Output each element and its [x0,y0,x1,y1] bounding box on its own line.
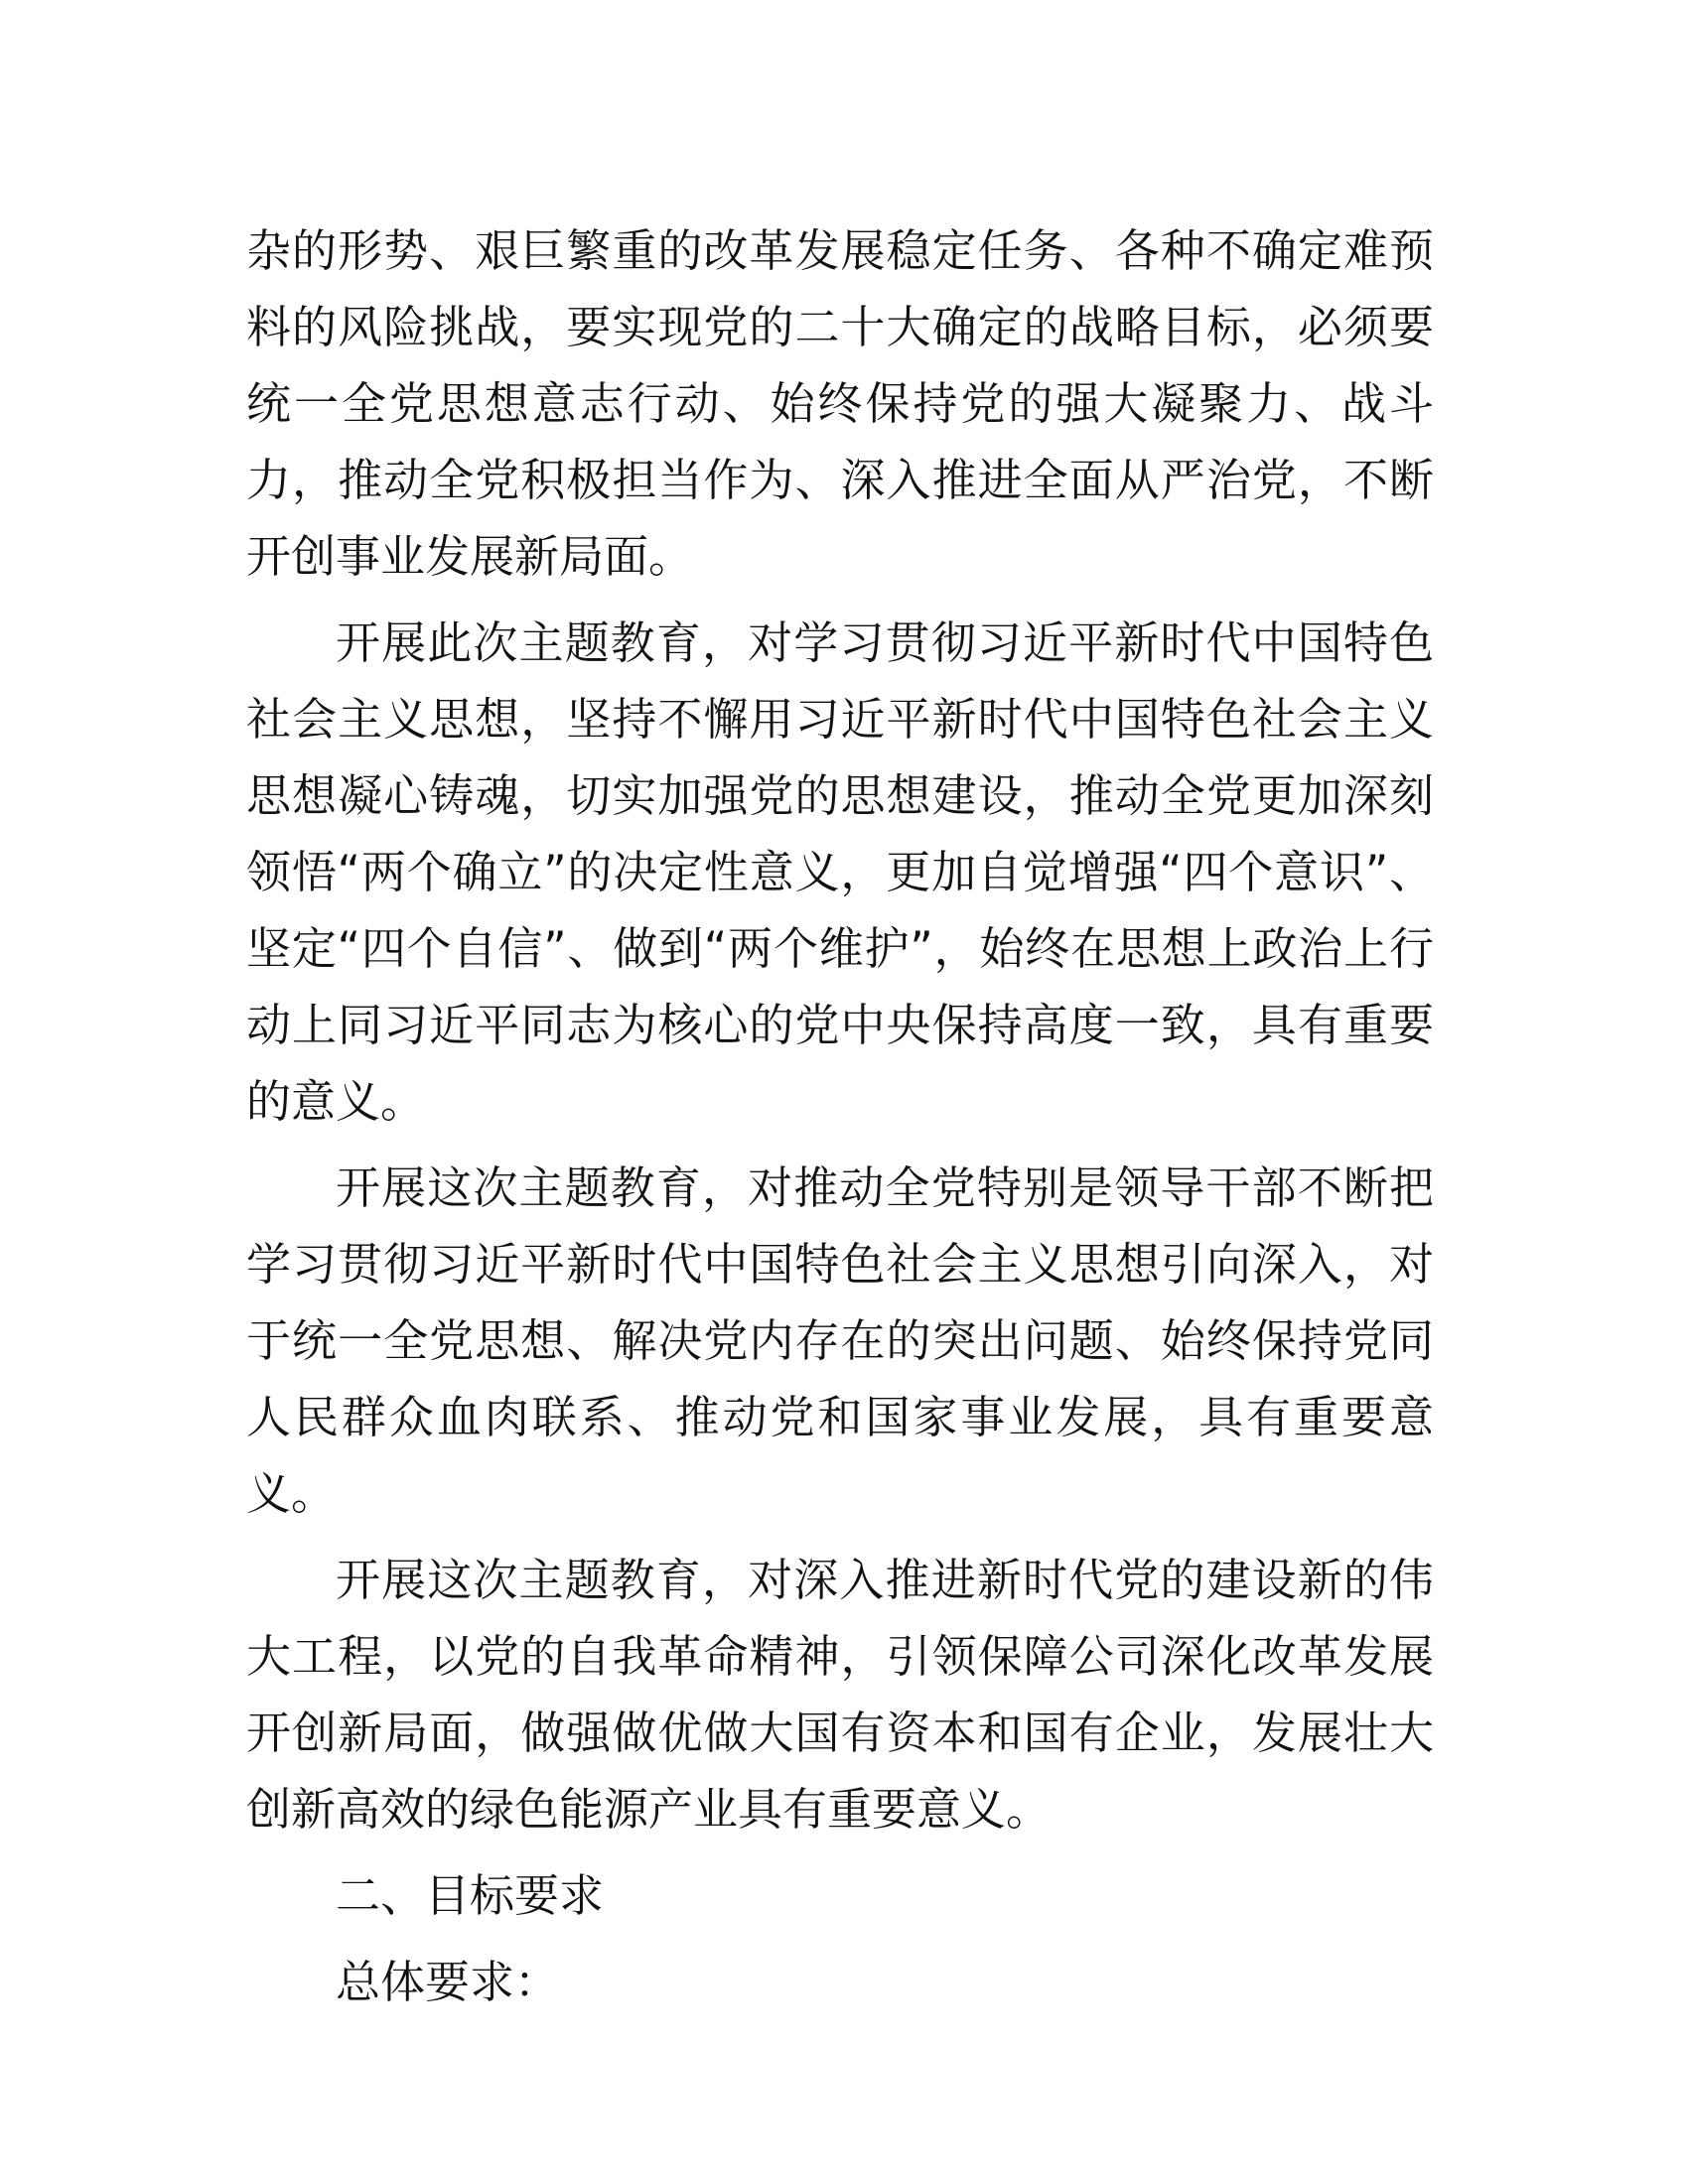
document-body [246,212,1434,2030]
paragraph-significance-enterprise: 开展这次主题教育，对深入推进新时代党的建设新的伟大工程，以党的自我革命精神，引领保障公司深化改革发展开创新局面，做强做优做大国有资本和国有企业，发展壮大创新高效的绿色能源产业具有重要意义。 [246,1554,1434,1836]
paragraph-continuation: 杂的形势、艰巨繁重的改革发展稳定任务、各种不确定难预料的风险挑战，要实现党的二十大确定的战略目标，必须要统一全党思想意志行动、始终保持党的强大凝聚力、战斗力，推动全党积极担当作为、深入推进全面从严治党，不断开创事业发展新局面。 [246,224,1434,583]
paragraph-significance-unity: 开展这次主题教育，对推动全党特别是领导干部不断把学习贯彻习近平新时代中国特色社会主义思想引向深入，对于统一全党思想、解决党内存在的突出问题、始终保持党同人民群众血肉联系、推动党和国家事业发展，具有重要意义。 [246,1161,1434,1520]
section-heading: 二、目标要求 [336,1869,605,1922]
subheading: 总体要求： [336,1956,560,2008]
paragraph-significance-thought: 开展此次主题教育，对学习贯彻习近平新时代中国特色社会主义思想，坚持不懈用习近平新时代中国特色社会主义思想凝心铸魂，切实加强党的思想建设，推动全党更加深刻领悟“两个确立”的决定性意义，更加自觉增强“四个意识”、坚定“四个自信”、做到“两个维护”，始终在思想上政治上行动上同习近平同志为核心的党中央保持高度一致，具有重要的意义。 [246,616,1434,1128]
